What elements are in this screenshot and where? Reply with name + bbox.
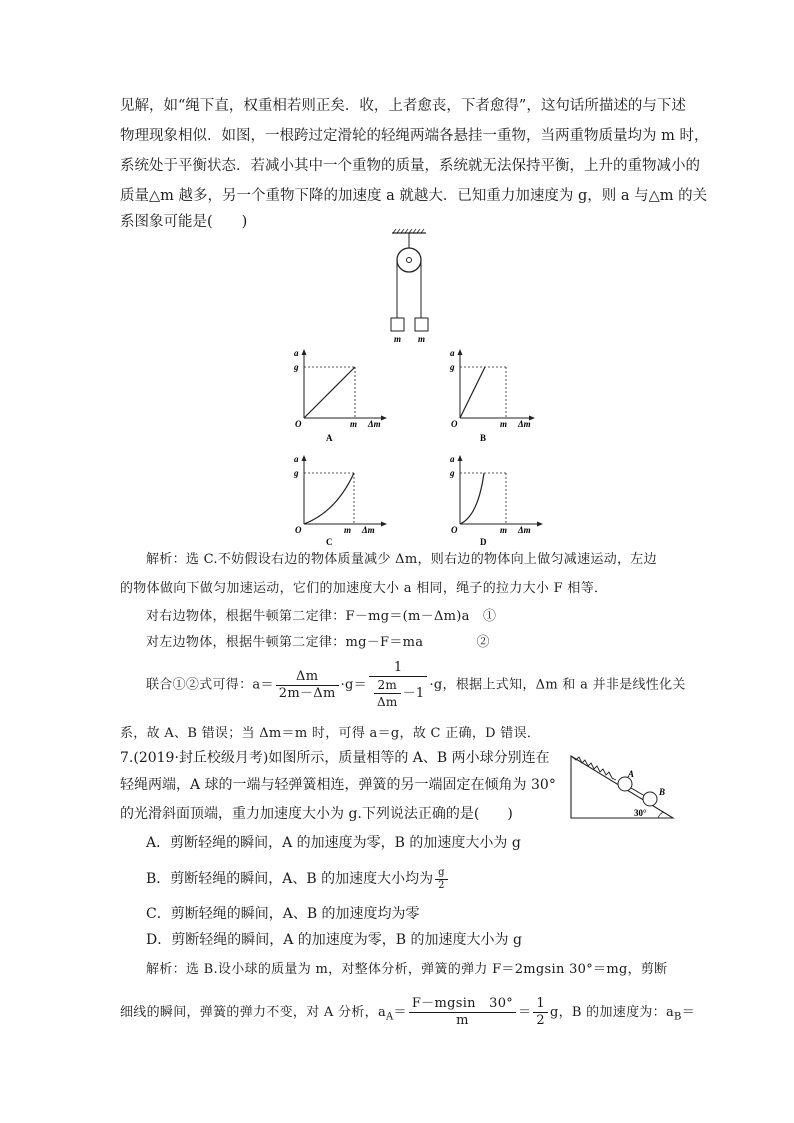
graph-c-curve <box>304 473 354 524</box>
graph-b-x-label: Δm <box>518 419 531 429</box>
graph-b-origin: O <box>451 419 458 429</box>
mass-label-left: m <box>394 334 402 344</box>
solution1-line-2: 的物体做向下做匀加速运动，它们的加速度大小 a 相同，绳子的拉力大小 F 相等． <box>120 581 608 596</box>
graph-d-y-label: a <box>450 454 455 464</box>
graph-c-g-label: g <box>294 468 299 478</box>
graph-a-g-label: g <box>294 362 299 372</box>
graph-c <box>288 452 398 548</box>
graph-b-m-tick: m <box>500 419 508 429</box>
solution2-line-2: 细线的瞬间，弹簧的弹力不变，对 A 分析，$a_A=$ $\frac{F-mgsin 30^\circ}{m}$ ＝ $\frac{1}{2}$ g，B 的加速度为：$a_B=$ <box>120 996 695 1028</box>
q7-line-2: 轻绳两端，A 球的一端与轻弹簧相连，弹簧的另一端固定在倾角为 30° <box>120 777 556 793</box>
solution2-line-1: 解析：选 B.设小球的质量为 m，对整体分析，弹簧的弹力 F＝2mgsin 30°＝mg，剪断 <box>146 962 668 977</box>
ball-a-label: A <box>628 769 635 779</box>
graph-c-x-label: Δm <box>362 525 375 535</box>
graph-a-x-label: Δm <box>368 419 381 429</box>
graph-c-y-label: a <box>294 454 299 464</box>
intro-line-2: 物理现象相似．如图，一根跨过定滑轮的轻绳两端各悬挂一重物，当两重物质量均为 m 时， <box>120 128 709 144</box>
mass-block-right <box>415 318 428 331</box>
pulley-wheel <box>397 248 421 272</box>
q7-option-b: B．剪断轻绳的瞬间，A、B 的加速度大小均为 $\frac{g}{2}$ <box>146 862 450 896</box>
graph-d-caption: D <box>480 537 487 547</box>
graph-a-m-tick: m <box>350 419 358 429</box>
q7-option-d: D．剪断轻绳的瞬间，A 的加速度为零，B 的加速度大小为 g <box>146 932 522 948</box>
pulley-figure <box>380 228 440 346</box>
fraction-dm-over-2m-dm: $\frac{\Delta m}{2m-\Delta m}$ <box>276 669 339 702</box>
solution1-line-5 <box>146 660 686 709</box>
solution1-eq-mid: ·g＝ <box>340 677 367 693</box>
mass-block-left <box>391 318 404 331</box>
intro-line-3: 系统处于平衡状态．若减小其中一个重物的质量，系统就无法保持平衡，上升的重物减小的 <box>120 158 700 174</box>
fraction-f-mgsin: $\frac{F-mgsin 30^\circ}{m}$ <box>409 996 516 1029</box>
solution1-line-1: 解析：选 C.不妨假设右边的物体质量减少 Δm，则右边的物体向上做匀减速运动，左边 <box>146 552 657 567</box>
q7-line-1: 7.(2019·封丘校级月考)如图所示，质量相等的 A、B 两小球分别连在 <box>120 750 550 766</box>
intro-line-1: 见解，如“绳下直，权重相若则正矣．收，上者愈丧，下者愈得”，这句话所描述的与下述 <box>120 98 686 114</box>
incline-figure <box>568 750 678 824</box>
graph-d-x-label: Δm <box>518 525 531 535</box>
graph-c-m-tick: m <box>344 525 352 535</box>
ball-a <box>618 777 632 791</box>
solution1-line-4: 对左边物体，根据牛顿第二定律：mg－F＝ma ② <box>146 635 490 650</box>
intro-line-4: 质量△m 越多，另一个重物下降的加速度 a 就越大．已知重力加速度为 g，则 a 与△m 的关 <box>120 188 708 204</box>
graph-d-origin: O <box>451 525 458 535</box>
graph-b <box>444 346 554 444</box>
ball-b-label: B <box>659 787 666 797</box>
angle-label: 30° <box>634 808 647 818</box>
solution1-eq-prefix: 联合①②式可得：a＝ <box>146 677 274 693</box>
graph-b-curve <box>460 367 485 418</box>
solution1-eq-suffix: ·g，根据上式知，Δm 和 a 并非是线性化关 <box>429 677 686 693</box>
graph-d-g-label: g <box>450 468 455 478</box>
graph-a <box>288 346 398 444</box>
graph-c-origin: O <box>295 525 302 535</box>
graph-d-m-tick: m <box>500 525 508 535</box>
q7-option-a: A．剪断轻绳的瞬间，A 的加速度为零，B 的加速度大小为 g <box>146 835 521 851</box>
graph-a-curve <box>304 367 355 418</box>
graph-d <box>444 452 554 548</box>
fraction-g-over-2: $\frac{g}{2}$ <box>435 867 447 892</box>
fraction-half: $\frac{1}{2}$ <box>533 996 548 1029</box>
solution1-line-3: 对右边物体，根据牛顿第二定律：F－mg＝(m－Δm)a ① <box>146 609 497 624</box>
intro-line-5: 系图象可能是( ) <box>120 214 248 230</box>
solution1-line-6: 系，故 A、B 错误；当 Δm＝m 时，可得 a＝g，故 C 正确，D 错误． <box>120 726 541 741</box>
graph-d-curve <box>460 473 484 524</box>
graph-a-caption: A <box>326 433 333 443</box>
graph-b-g-label: g <box>450 362 455 372</box>
q7-line-3: 的光滑斜面顶端，重力加速度大小为 g.下列说法正确的是( ) <box>120 806 513 822</box>
graph-a-y-label: a <box>294 348 299 358</box>
mass-label-right: m <box>418 334 426 344</box>
ball-b <box>643 792 657 806</box>
graph-a-origin: O <box>295 419 302 429</box>
graph-b-caption: B <box>480 433 487 443</box>
q7-option-c: C．剪断轻绳的瞬间，A、B 的加速度均为零 <box>146 906 420 922</box>
graph-b-y-label: a <box>450 348 455 358</box>
fraction-one-over-complex: 1 $\frac{2m}{\Delta m}$ －1 <box>369 660 428 710</box>
graph-c-caption: C <box>326 537 333 547</box>
